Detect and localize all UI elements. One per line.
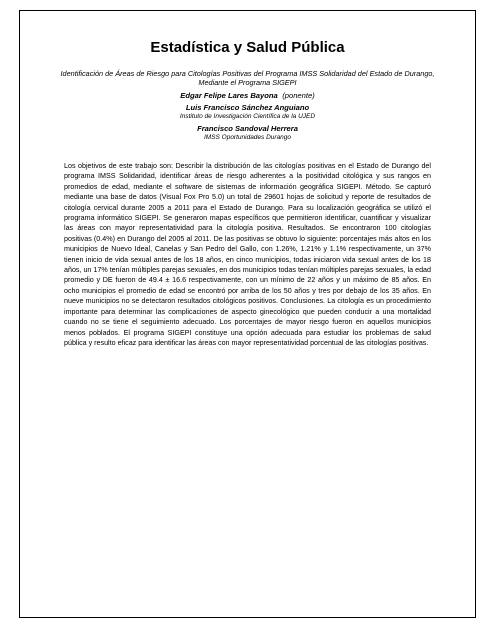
author-name: Luis Francisco Sánchez Anguiano: [185, 102, 310, 112]
author-role: (ponente): [282, 91, 315, 100]
author-line-1: [60, 89, 435, 101]
author-block: [60, 89, 435, 143]
document-page: [19, 10, 476, 618]
author-affiliation: IMSS Oportunidades Durango: [203, 134, 292, 141]
paper-subtitle: Identificación de Áreas de Riesgo para Citologías Positivas del Programa IMSS Solidaridad del Estado de Durango, Mediante el Programa SIGEPI: [60, 69, 435, 88]
abstract-text: Los objetivos de este trabajo son: Describir la distribución de las citologías positivas en el Estado de Durango del programa IMSS Solidaridad, identificar áreas de riesgo adherentes a la positividad citológica y sus rangos en promedios de edad, mediante el software de sistemas de información geográfica SIGEPI. Método. Se capturó mediante una base de datos (Visual Fox Pro 5.0) un total de 29601 hojas de solicitud y reporte de resultados de citología cervical durante 2005 a 2011 para el Estado de Durango. Para su localización geográfica se utilizó el programa informático SIGEPI. Se generaron mapas específicos que permitieron identificar, cuantificar y visualizar las áreas con mayor representatividad para la citología positiva. Resultados. Se encontraron 100 citologías positivas (0.4%) en Durango del 2005 al 2011. De las positivas se obtuvo lo siguiente: porcentajes más altos en los municipios de Nuevo Ideal, Canelas y San Pedro del Gallo, con 1.26%, 1.21% y 1.1% respectivamente, un 37% tienen inicio de vida sexual antes de los 18 años, en cinco municipios, todas iniciaron vida sexual antes de los 18 años, un 17% tenían múltiples parejas sexuales, en dos municipios todas tenían múltiples parejas sexuales, la edad promedio y DE fueron de 49.4 ± 16.6 respectivamente, con un mínimo de 22 años y un máximo de 85 años. En ocho municipios el promedio de edad se encontró por arriba de los 50 años y tres por debajo de los 35 años. En nueve municipios no se detectaron resultados citológicos positivos. Conclusiones. La citología es un procedimiento importante para determinar las complicaciones de aspecto ginecológico que pueden conducir a una mortalidad cuando no se tiene el seguimiento adecuado. Los porcentajes de mayor riesgo fueron en aquellos municipios menos poblados. El programa SIGEPI constituye una opción adecuada para estudiar los problemas de salud pública y resulto eficaz para identificar las áreas con mayor representatividad porcentual de las citologías positivas.: [64, 162, 431, 347]
author-name: Francisco Sandoval Herrera: [197, 123, 298, 133]
author-name: Edgar Felipe Lares Bayona: [180, 91, 278, 100]
author-affiliation: Instituto de Investigación Científica de la UJED: [179, 113, 316, 120]
author-line-2: [60, 101, 435, 113]
page-title: Estadística y Salud Pública: [150, 39, 345, 56]
author-line-3: [60, 122, 435, 134]
